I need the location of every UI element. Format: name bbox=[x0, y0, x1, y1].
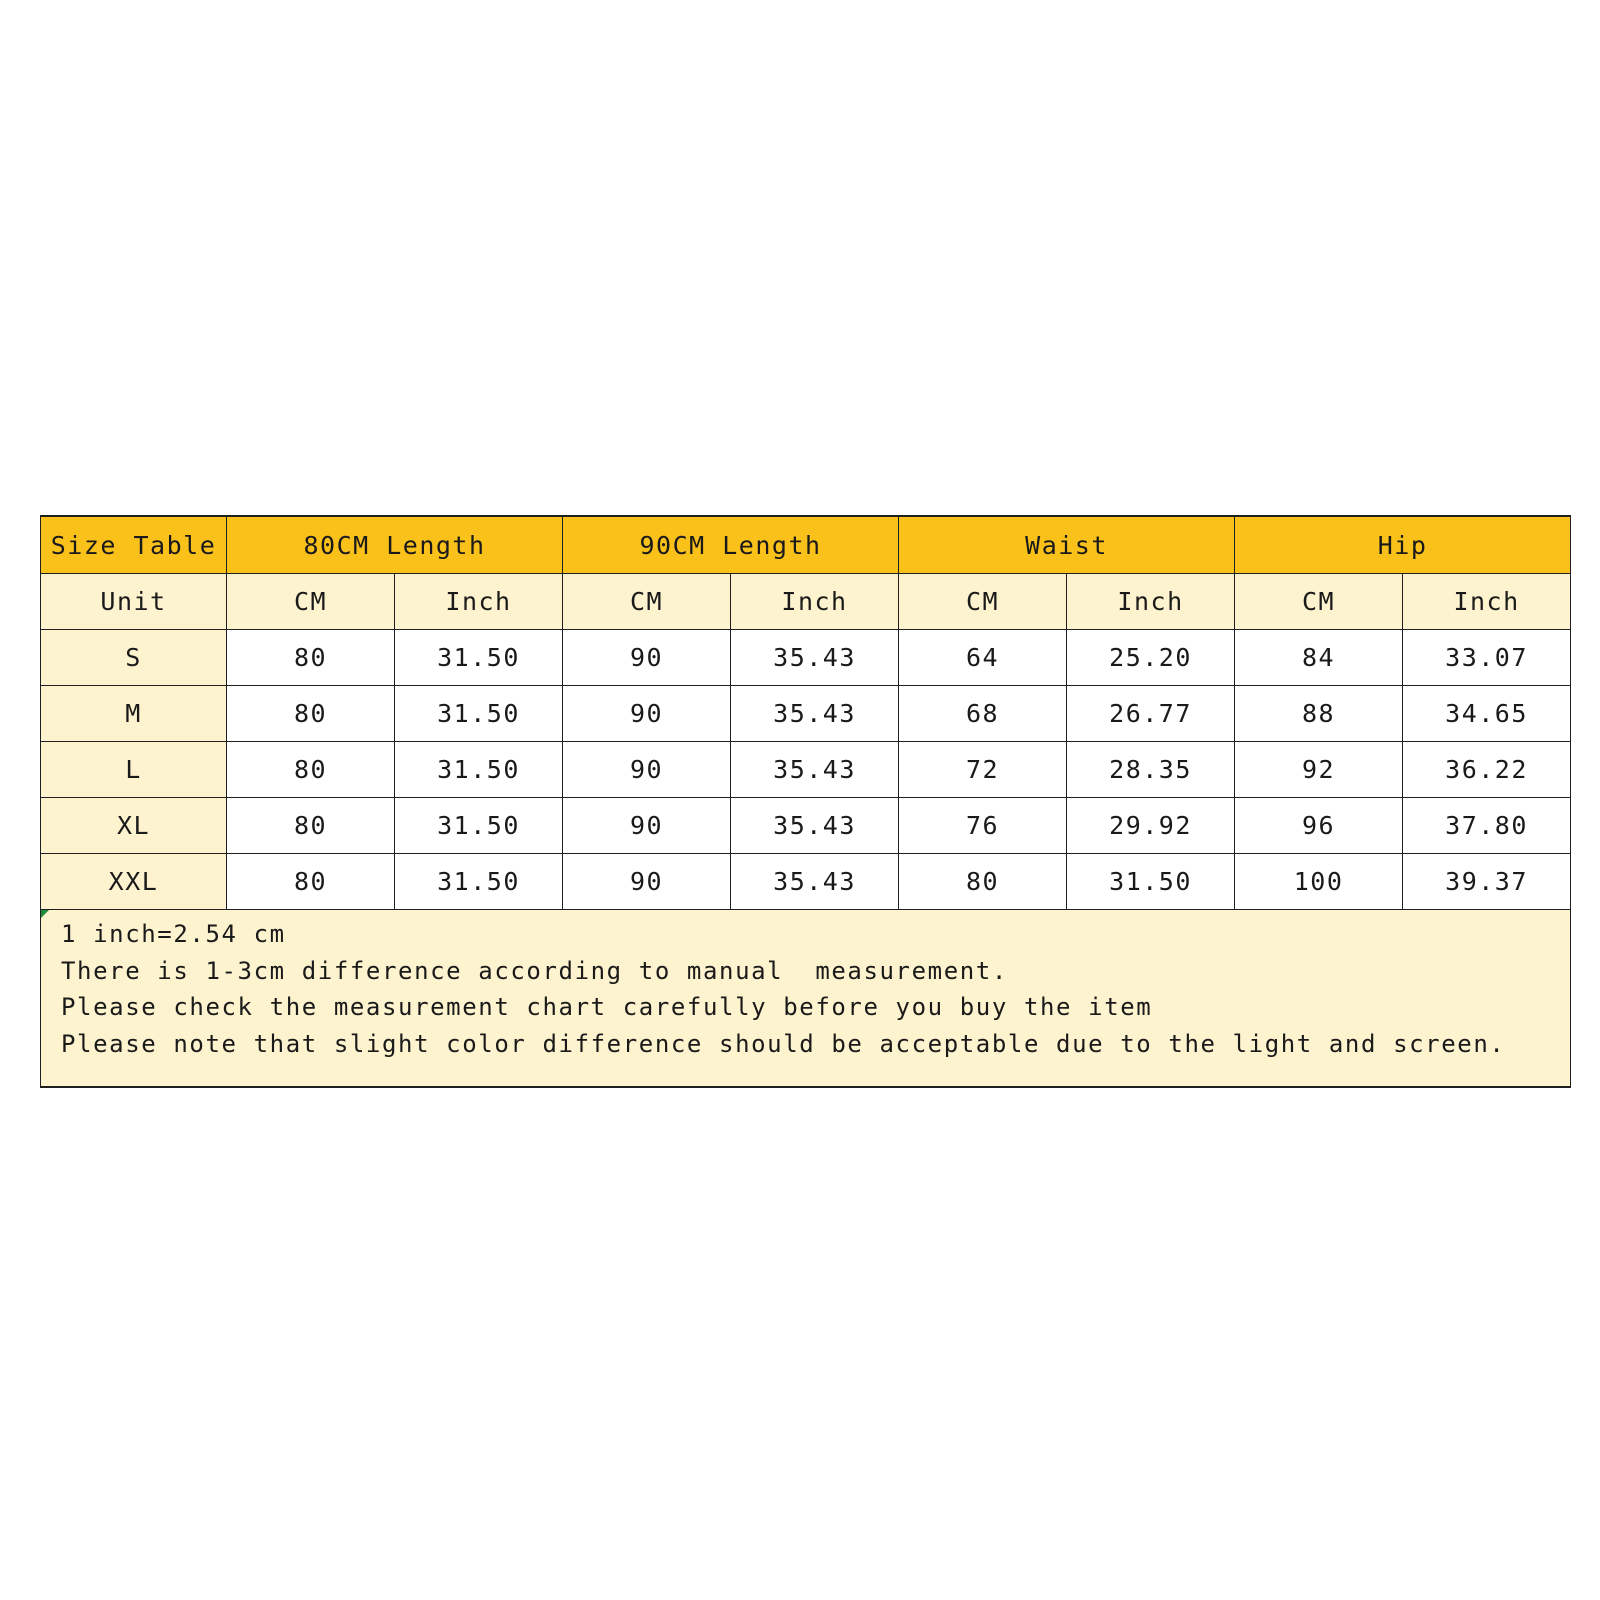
value-cell: 80 bbox=[227, 854, 395, 910]
value-cell: 35.43 bbox=[731, 686, 899, 742]
value-cell: 25.20 bbox=[1067, 630, 1235, 686]
value-cell: 29.92 bbox=[1067, 798, 1235, 854]
value-cell: 35.43 bbox=[731, 798, 899, 854]
size-cell: XL bbox=[41, 798, 227, 854]
value-cell: 84 bbox=[1235, 630, 1403, 686]
value-cell: 80 bbox=[227, 742, 395, 798]
value-cell: 33.07 bbox=[1403, 630, 1571, 686]
unit-row bbox=[41, 574, 1571, 630]
value-cell: 96 bbox=[1235, 798, 1403, 854]
value-cell: 31.50 bbox=[395, 686, 563, 742]
unit-cell: Inch bbox=[395, 574, 563, 630]
size-table-title: Size Table bbox=[41, 516, 227, 574]
value-cell: 90 bbox=[563, 854, 731, 910]
value-cell: 37.80 bbox=[1403, 798, 1571, 854]
unit-cell: Inch bbox=[1067, 574, 1235, 630]
size-table-sheet bbox=[40, 515, 1570, 1088]
note-check-chart: Please check the measurement chart carefully before you buy the item bbox=[61, 993, 1153, 1021]
value-cell: 92 bbox=[1235, 742, 1403, 798]
value-cell: 31.50 bbox=[395, 742, 563, 798]
cell-comment-marker bbox=[41, 910, 49, 918]
note-conversion: 1 inch=2.54 cm bbox=[61, 920, 286, 948]
group-header-90cm-length: 90CM Length bbox=[563, 516, 899, 574]
value-cell: 35.43 bbox=[731, 742, 899, 798]
value-cell: 68 bbox=[899, 686, 1067, 742]
notes-cell bbox=[41, 910, 1571, 1088]
note-measurement-difference: There is 1-3cm difference according to manual measurement. bbox=[61, 956, 1008, 985]
value-cell: 35.43 bbox=[731, 630, 899, 686]
table-row bbox=[41, 630, 1571, 686]
size-cell: M bbox=[41, 686, 227, 742]
value-cell: 31.50 bbox=[395, 630, 563, 686]
value-cell: 90 bbox=[563, 798, 731, 854]
size-cell: S bbox=[41, 630, 227, 686]
table-row bbox=[41, 854, 1571, 910]
unit-cell: CM bbox=[1235, 574, 1403, 630]
value-cell: 80 bbox=[227, 686, 395, 742]
value-cell: 72 bbox=[899, 742, 1067, 798]
unit-cell: CM bbox=[227, 574, 395, 630]
value-cell: 64 bbox=[899, 630, 1067, 686]
value-cell: 31.50 bbox=[395, 798, 563, 854]
value-cell: 88 bbox=[1235, 686, 1403, 742]
table-row bbox=[41, 686, 1571, 742]
table-row bbox=[41, 742, 1571, 798]
value-cell: 31.50 bbox=[395, 854, 563, 910]
value-cell: 80 bbox=[227, 630, 395, 686]
value-cell: 34.65 bbox=[1403, 686, 1571, 742]
table-header-row bbox=[41, 516, 1571, 574]
group-header-80cm-length: 80CM Length bbox=[227, 516, 563, 574]
value-cell: 31.50 bbox=[1067, 854, 1235, 910]
notes-row bbox=[41, 910, 1571, 1088]
unit-label: Unit bbox=[41, 574, 227, 630]
value-cell: 28.35 bbox=[1067, 742, 1235, 798]
value-cell: 36.22 bbox=[1403, 742, 1571, 798]
value-cell: 80 bbox=[899, 854, 1067, 910]
size-cell: L bbox=[41, 742, 227, 798]
value-cell: 39.37 bbox=[1403, 854, 1571, 910]
value-cell: 90 bbox=[563, 630, 731, 686]
value-cell: 26.77 bbox=[1067, 686, 1235, 742]
size-cell: XXL bbox=[41, 854, 227, 910]
group-header-hip: Hip bbox=[1235, 516, 1571, 574]
size-table bbox=[40, 515, 1571, 1088]
value-cell: 90 bbox=[563, 686, 731, 742]
value-cell: 35.43 bbox=[731, 854, 899, 910]
value-cell: 100 bbox=[1235, 854, 1403, 910]
note-color-difference: Please note that slight color difference should be acceptable due to the light and screen. bbox=[61, 1029, 1506, 1058]
unit-cell: CM bbox=[899, 574, 1067, 630]
unit-cell: Inch bbox=[1403, 574, 1571, 630]
unit-cell: CM bbox=[563, 574, 731, 630]
unit-cell: Inch bbox=[731, 574, 899, 630]
group-header-waist: Waist bbox=[899, 516, 1235, 574]
value-cell: 90 bbox=[563, 742, 731, 798]
value-cell: 80 bbox=[227, 798, 395, 854]
table-row bbox=[41, 798, 1571, 854]
value-cell: 76 bbox=[899, 798, 1067, 854]
